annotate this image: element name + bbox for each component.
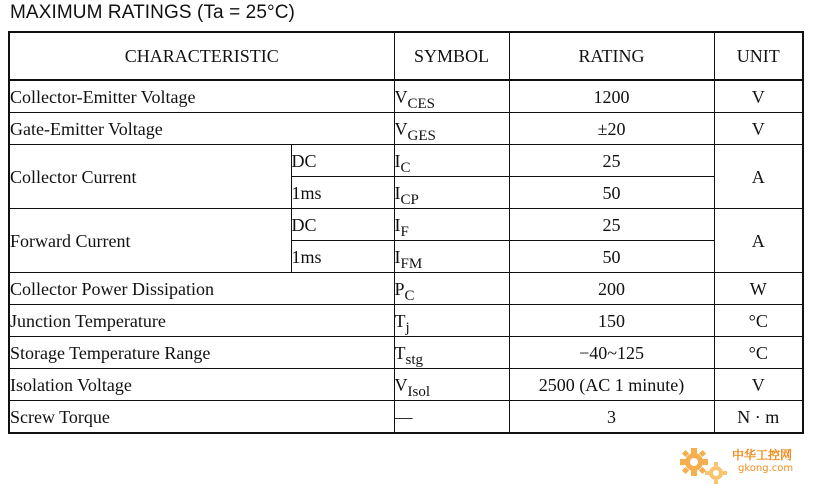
symbol-cell: $V_{Isol}$	[394, 369, 509, 401]
characteristic-cell: Screw Torque	[9, 401, 394, 434]
gkong-watermark-logo	[676, 440, 806, 490]
symbol-cell: $I_{FM}$	[394, 241, 509, 273]
table-row	[9, 80, 803, 113]
characteristic-cell: Collector-Emitter Voltage	[9, 80, 394, 113]
rating-cell: 25	[509, 145, 714, 177]
header-unit: UNIT	[714, 32, 803, 80]
symbol-cell: $I_{CP}$	[394, 177, 509, 209]
unit-cell: °C	[714, 305, 803, 337]
table-row	[9, 113, 803, 145]
rating-cell: 150	[509, 305, 714, 337]
unit-cell: A	[714, 209, 803, 273]
characteristic-cell: Isolation Voltage	[9, 369, 394, 401]
header-characteristic: CHARACTERISTIC	[9, 32, 394, 80]
unit-cell: A	[714, 145, 803, 209]
watermark-en-text: gkong.com	[738, 463, 794, 474]
condition-cell: 1ms	[291, 177, 394, 209]
condition-cell: DC	[291, 145, 394, 177]
symbol-cell: $I_C$	[394, 145, 509, 177]
watermark-cn-text: 中华工控网	[732, 448, 793, 462]
rating-cell: ±20	[509, 113, 714, 145]
rating-cell: 200	[509, 273, 714, 305]
rating-cell: 1200	[509, 80, 714, 113]
characteristic-cell: Collector Current	[9, 145, 291, 209]
symbol-cell: $V_{GES}$	[394, 113, 509, 145]
table-row	[9, 145, 803, 177]
symbol-cell: $P_C$	[394, 273, 509, 305]
header-symbol: SYMBOL	[394, 32, 509, 80]
symbol-cell: —	[394, 401, 509, 434]
table-row	[9, 209, 803, 241]
table-row	[9, 401, 803, 434]
symbol-cell: $I_F$	[394, 209, 509, 241]
table-row	[9, 273, 803, 305]
section-title: MAXIMUM RATINGS (Ta = 25°C)	[10, 2, 295, 23]
characteristic-cell: Storage Temperature Range	[9, 337, 394, 369]
characteristic-cell: Junction Temperature	[9, 305, 394, 337]
rating-cell: 50	[509, 177, 714, 209]
symbol-cell: $T_{stg}$	[394, 337, 509, 369]
condition-cell: DC	[291, 209, 394, 241]
rating-cell: 25	[509, 209, 714, 241]
unit-cell: V	[714, 369, 803, 401]
symbol-cell: $V_{CES}$	[394, 80, 509, 113]
unit-cell: N · m	[714, 401, 803, 434]
maximum-ratings-table	[8, 31, 804, 434]
gear-icon	[676, 440, 732, 490]
rating-cell: 50	[509, 241, 714, 273]
characteristic-cell: Forward Current	[9, 209, 291, 273]
rating-cell: −40~125	[509, 337, 714, 369]
condition-cell: 1ms	[291, 241, 394, 273]
unit-cell: W	[714, 273, 803, 305]
unit-cell: V	[714, 113, 803, 145]
characteristic-cell: Collector Power Dissipation	[9, 273, 394, 305]
symbol-cell: $T_j$	[394, 305, 509, 337]
table-header-row	[9, 32, 803, 80]
table-row	[9, 369, 803, 401]
table-row	[9, 305, 803, 337]
rating-cell: 2500 (AC 1 minute)	[509, 369, 714, 401]
table-row	[9, 337, 803, 369]
unit-cell: V	[714, 80, 803, 113]
rating-cell: 3	[509, 401, 714, 434]
header-rating: RATING	[509, 32, 714, 80]
unit-cell: °C	[714, 337, 803, 369]
characteristic-cell: Gate-Emitter Voltage	[9, 113, 394, 145]
